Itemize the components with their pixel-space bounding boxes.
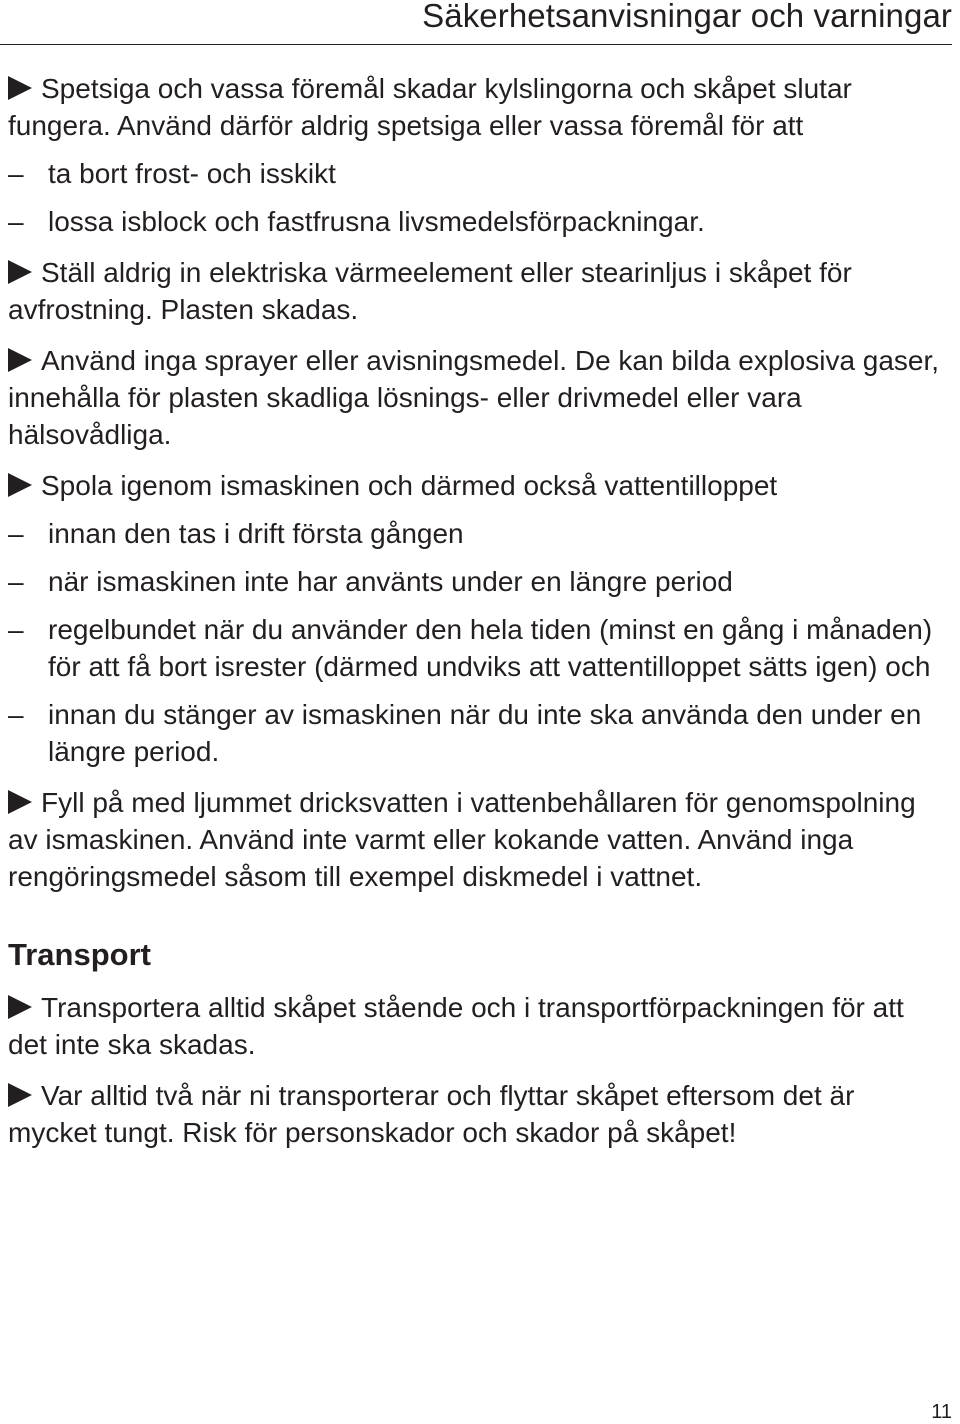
list-item-text: lossa isblock och fastfrusna livsmedelsförpackningar. — [48, 206, 705, 237]
dash-bullet: – — [8, 206, 24, 237]
list-item — [8, 155, 950, 192]
triangle-bullet-icon — [8, 260, 32, 284]
triangle-bullet-icon — [8, 348, 32, 372]
instruction-text: Spetsiga och vassa föremål skadar kylslingorna och skåpet slutar fungera. Använd därför aldrig spetsiga eller vassa föremål för att — [8, 73, 852, 141]
safety-item-flush — [8, 467, 950, 770]
instruction-text: Ställ aldrig in elektriska värmeelement eller stearinljus i skåpet för avfrostning. Plasten skadas. — [8, 257, 852, 325]
page-number: 11 — [931, 1401, 952, 1423]
transport-item-upright — [8, 989, 950, 1063]
instruction-paragraph — [8, 254, 950, 328]
list-item — [8, 203, 950, 240]
triangle-bullet-icon — [8, 1083, 32, 1107]
section-heading-transport: Transport — [8, 937, 151, 972]
instruction-text: Fyll på med ljummet dricksvatten i vattenbehållaren för genomspolning av ismaskinen. Använd inte varmt eller kokande vatten. Använd inga rengöringsmedel såsom till exempel diskmedel i vattnet. — [8, 787, 916, 892]
dash-bullet: – — [8, 158, 24, 189]
instruction-paragraph — [8, 1077, 950, 1151]
page-content — [8, 70, 950, 1151]
instruction-paragraph — [8, 342, 950, 453]
list-item-text: ta bort frost- och isskikt — [48, 158, 336, 189]
triangle-bullet-icon — [8, 995, 32, 1019]
list-item-text: när ismaskinen inte har använts under en längre period — [48, 566, 733, 597]
dash-bullet: – — [8, 518, 24, 549]
safety-item-water — [8, 784, 950, 895]
instruction-paragraph — [8, 467, 950, 504]
triangle-bullet-icon — [8, 790, 32, 814]
list-item — [8, 515, 950, 552]
instruction-text: Använd inga sprayer eller avisningsmedel. De kan bilda explosiva gaser, innehålla för plasten skadliga lösnings- eller drivmedel eller vara hälsovådliga. — [8, 345, 940, 450]
list-item — [8, 611, 950, 685]
list-item-text: innan den tas i drift första gången — [48, 518, 464, 549]
list-item-text: regelbundet när du använder den hela tiden (minst en gång i månaden) för att få bort isrester (därmed undviks att vattentilloppet sätts igen) och — [48, 614, 933, 682]
list-item-text: innan du stänger av ismaskinen när du inte ska använda den under en längre period. — [48, 699, 922, 767]
instruction-paragraph — [8, 989, 950, 1063]
safety-item-sharp-objects — [8, 70, 950, 240]
dash-bullet: – — [8, 614, 24, 645]
page-title: Säkerhetsanvisningar och varningar — [422, 0, 952, 34]
safety-item-sprays — [8, 342, 950, 453]
instruction-text: Transportera alltid skåpet stående och i transportförpackningen för att det inte ska skadas. — [8, 992, 904, 1060]
dash-bullet: – — [8, 566, 24, 597]
instruction-text: Spola igenom ismaskinen och därmed också vattentilloppet — [41, 470, 778, 501]
triangle-bullet-icon — [8, 473, 32, 497]
safety-item-heaters — [8, 254, 950, 328]
dash-bullet: – — [8, 699, 24, 730]
instruction-text: Var alltid två när ni transporterar och flyttar skåpet eftersom det är mycket tungt. Risk för personskador och skador på skåpet! — [8, 1080, 855, 1148]
triangle-bullet-icon — [8, 76, 32, 100]
transport-item-two-people — [8, 1077, 950, 1151]
instruction-paragraph — [8, 70, 950, 144]
instruction-paragraph — [8, 784, 950, 895]
list-item — [8, 563, 950, 600]
page-header — [0, 0, 952, 45]
list-item — [8, 696, 950, 770]
